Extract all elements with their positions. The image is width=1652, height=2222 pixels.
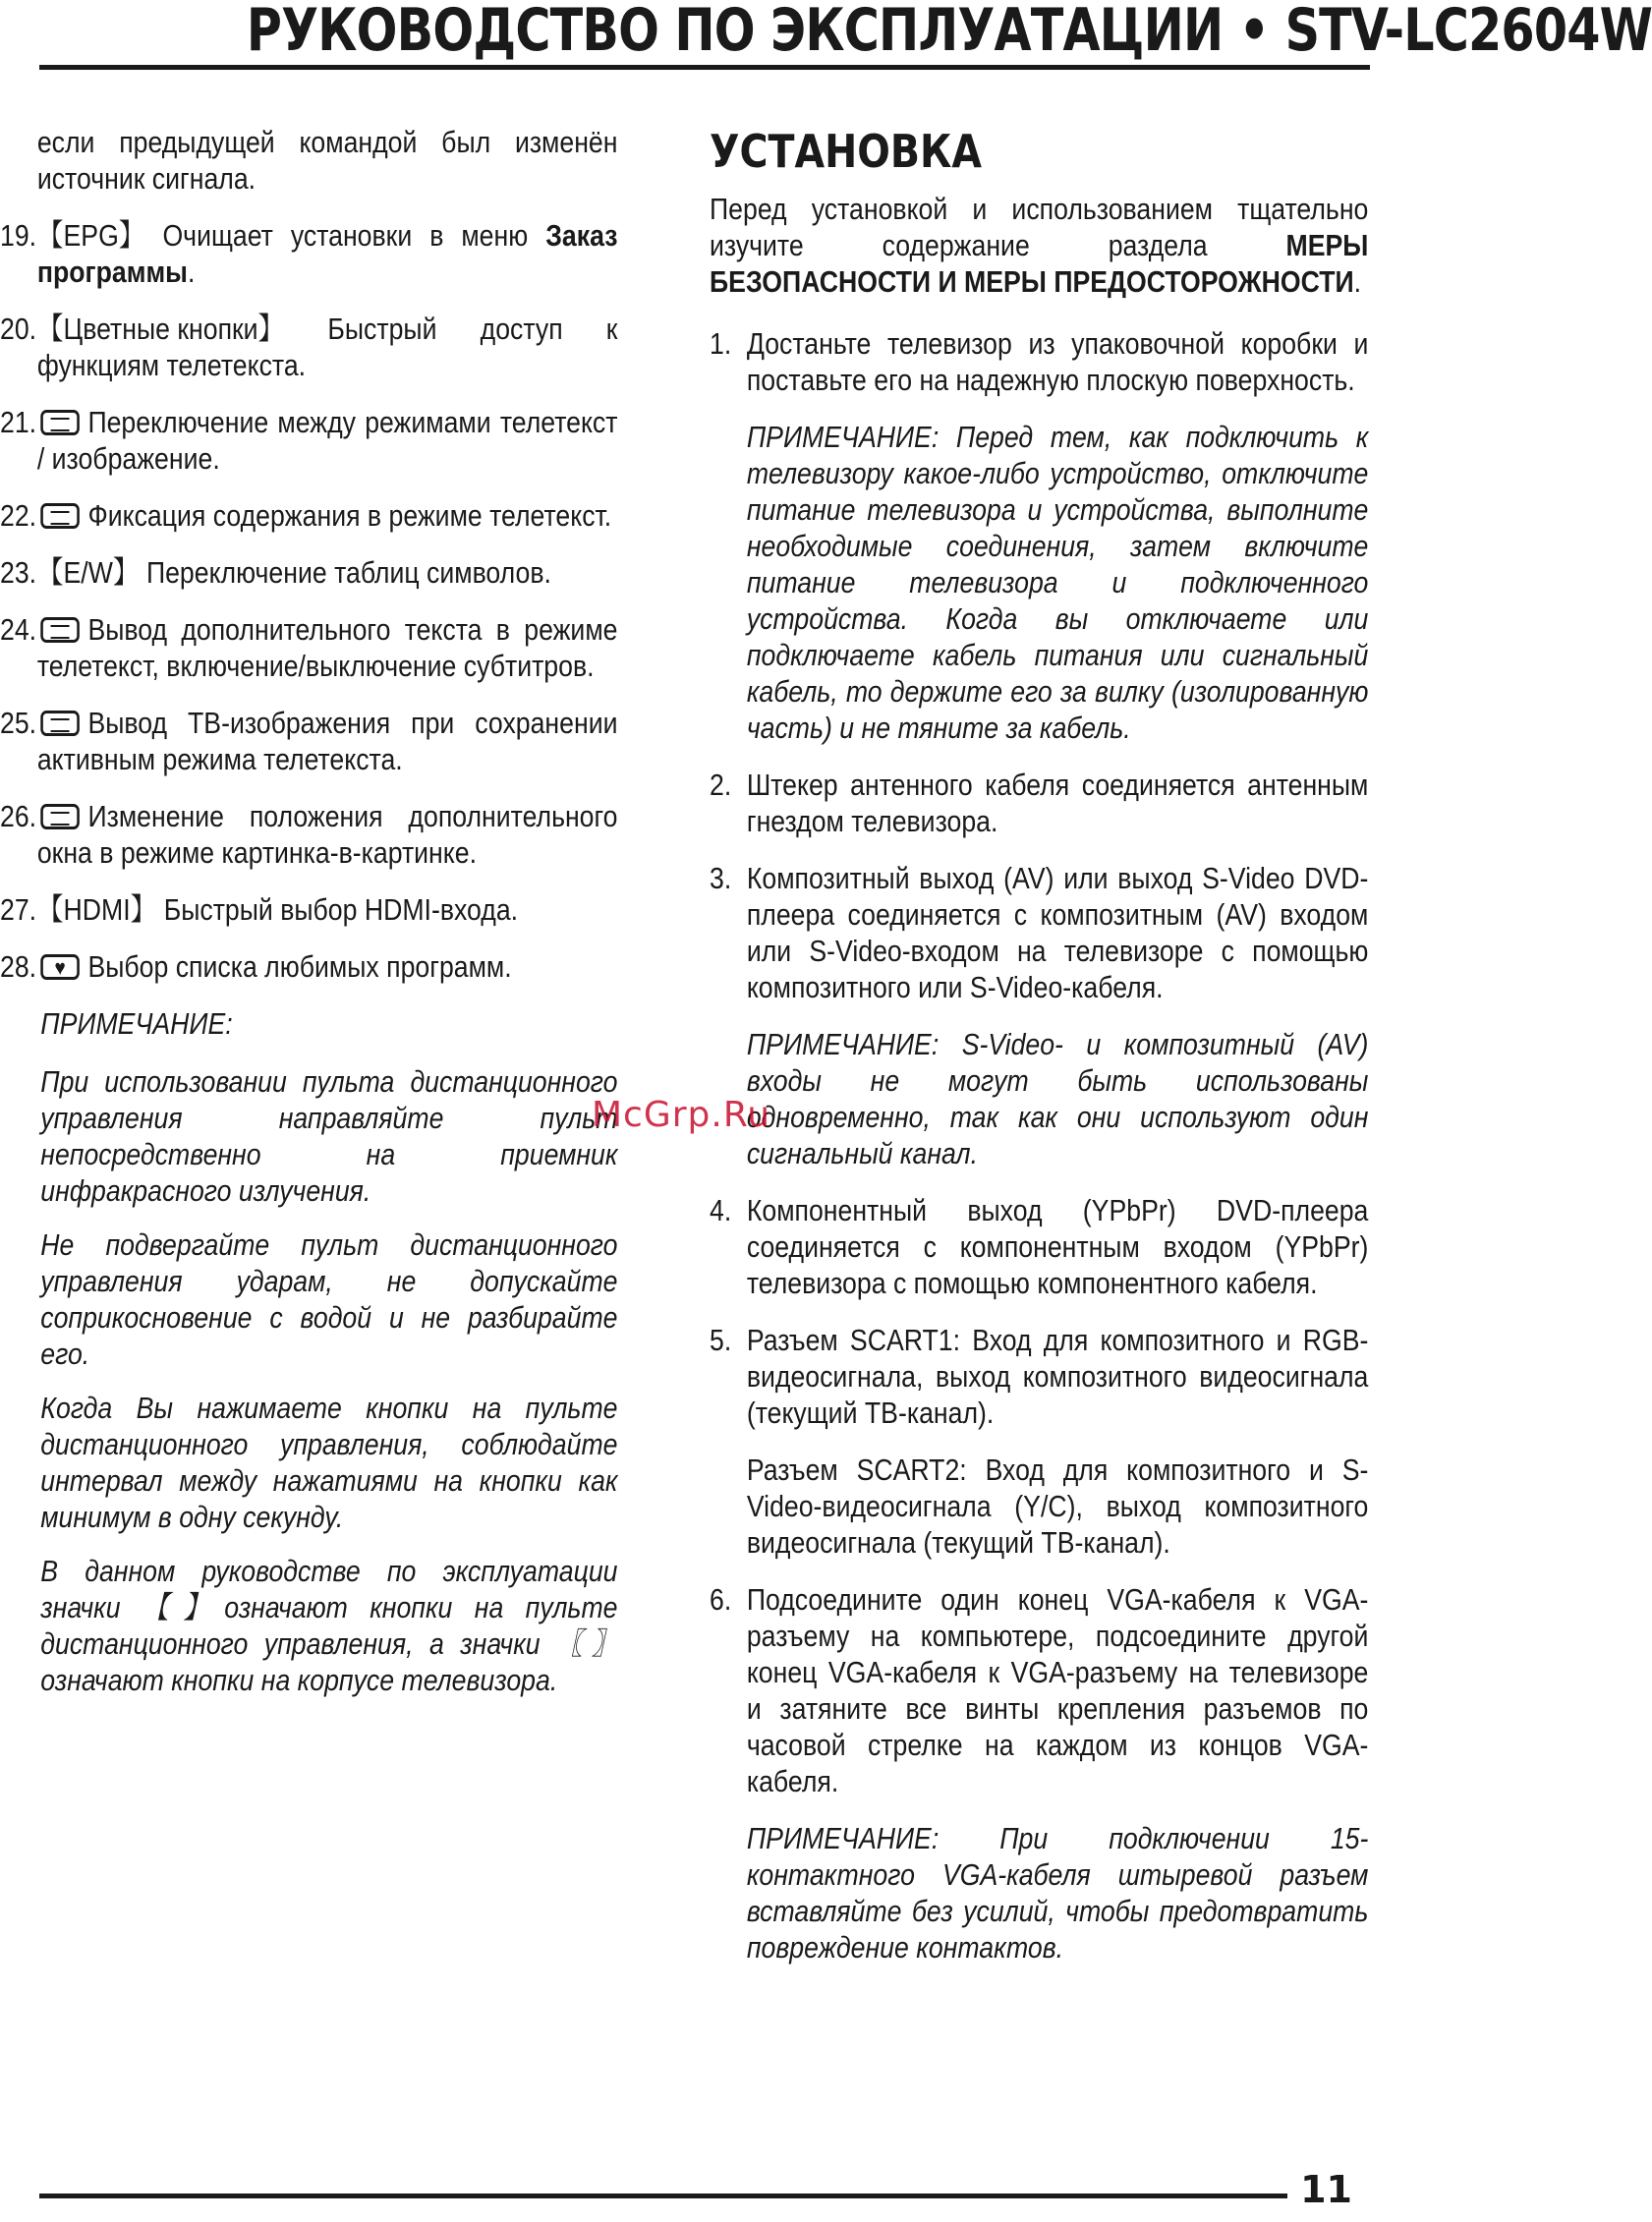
note-paragraph: При использовании пульта дистанционного управления направляйте пульт непосредственно на приемник инфракрасного излучения. <box>40 1064 618 1208</box>
watermark: McGrp.Ru <box>592 1095 771 1135</box>
list-item: 3. Композитный выход (AV) или выход S-Video DVD-плеера соединяется с композитным (AV) входом или S-Video-входом на телевизоре с помощью композитного или S-Video-кабеля. <box>710 861 1369 1004</box>
list-item: 4. Компонентный выход (YPbPr) DVD-плеера соединяется с компонентным входом (YPbPr) телевизора с помощью компонентного кабеля. <box>710 1193 1369 1300</box>
list-item: 5. Разъем SCART1: Вход для композитного и RGB-видеосигнала, выход композитного видеосигнала (текущий ТВ-канал). <box>710 1323 1369 1430</box>
pip-position-icon <box>40 804 80 829</box>
left-column <box>0 124 619 1716</box>
list-item: 28. ♥ Выбор списка любимых программ. <box>0 948 617 985</box>
teletext-reveal-icon <box>40 617 80 643</box>
list-item: 24. Вывод дополнительного текста в режиме телетекст, включение/выключение субтитров. <box>0 612 618 683</box>
list-item: 25. Вывод ТВ-изображения при сохранении активным режима телетекста. <box>0 706 618 776</box>
list-item: 2. Штекер антенного кабеля соединяется антенным гнездом телевизора. <box>710 768 1369 838</box>
continuation-text: если предыдущей командой был изменён источник сигнала. <box>36 125 618 196</box>
list-item: 26. Изменение положения дополнительного окна в режиме картинка-в-картинке. <box>0 799 618 870</box>
list-item: 21. Переключение между режимами телетекст / изображение. <box>0 405 618 476</box>
list-item: 1. Достаньте телевизор из упаковочной коробки и поставьте его на надежную плоскую поверхность. <box>710 326 1369 397</box>
list-item: 22. Фиксация содержания в режиме телетекст. <box>0 498 612 533</box>
note-paragraph: В данном руководстве по эксплуатации значки 【】означают кнопки на пульте дистанционного управления, а значки 〖〗 означают кнопки на корпусе телевизора. <box>40 1554 618 1697</box>
list-item: 23. 【E/W】 Переключение таблиц символов. <box>0 555 551 590</box>
note-paragraph: ПРИМЕЧАНИЕ: При подключении 15-контактного VGA-кабеля штыревой разъем вставляйте без усилий, чтобы предотвратить повреждение контактов. <box>746 1821 1369 1965</box>
list-item: 27. 【HDMI】 Быстрый выбор HDMI-входа. <box>0 892 519 927</box>
note-label: ПРИМЕЧАНИЕ: <box>40 1006 233 1041</box>
page-number: 11 <box>1300 2168 1352 2211</box>
teletext-mix-icon <box>40 410 80 435</box>
note-paragraph: ПРИМЕЧАНИЕ: S-Video- и композитный (AV) входы не могут быть использованы одновременно, так как они используют один сигнальный канал. <box>746 1027 1369 1170</box>
list-item: 20. 【Цветные кнопки】 Быстрый доступ к функциям телетекста. <box>0 312 618 382</box>
sub-paragraph: Разъем SCART2: Вход для композитного и S-Video-видеосигнала (Y/C), выход композитного видеосигнала (текущий ТВ-канал). <box>746 1453 1369 1560</box>
favorite-heart-icon <box>40 954 80 980</box>
list-item: 19. 【EPG】 Очищает установки в меню Заказ программы. <box>0 218 618 289</box>
teletext-hold-icon <box>40 503 80 529</box>
note-paragraph: Не подвергайте пульт дистанционного управления ударам, не допускайте соприкосновение с водой и не разбирайте его. <box>40 1227 618 1371</box>
section-title: УСТАНОВКА <box>710 125 982 178</box>
note-paragraph: Когда Вы нажимаете кнопки на пульте дистанционного управления, соблюдайте интервал между нажатиями на кнопки как минимум в одну секунду. <box>40 1391 618 1534</box>
intro-paragraph: Перед установкой и использованием тщательно изучите содержание раздела МЕРЫ БЕЗОПАСНОСТИ И МЕРЫ ПРЕДОСТОРОЖНОСТИ. <box>710 192 1369 299</box>
teletext-cancel-icon <box>40 711 80 736</box>
right-column <box>710 124 1370 1986</box>
header-rule <box>39 65 1370 70</box>
list-item: 6. Подсоедините один конец VGA-кабеля к VGA-разъему на компьютере, подсоедините другой конец VGA-кабеля к VGA-разъему на телевизоре и затяните все винты крепления разъемов по часовой стрелке на каждом из концов VGA-кабеля. <box>710 1582 1369 1798</box>
note-paragraph: ПРИМЕЧАНИЕ: Перед тем, как подключить к телевизору какое-либо устройство, отключите питание телевизора и устройства, выполните необходимые соединения, затем включите питание телевизора и подключенного устройства. Когда вы отключаете или подключаете кабель питания или сигнальный кабель, то держите его за вилку (изолированную часть) и не тяните за кабель. <box>746 420 1369 745</box>
page-header-title: РУКОВОДСТВО ПО ЭКСПЛУАТАЦИИ • STV-LC2604W <box>246 0 1652 65</box>
footer-rule <box>39 2194 1287 2198</box>
